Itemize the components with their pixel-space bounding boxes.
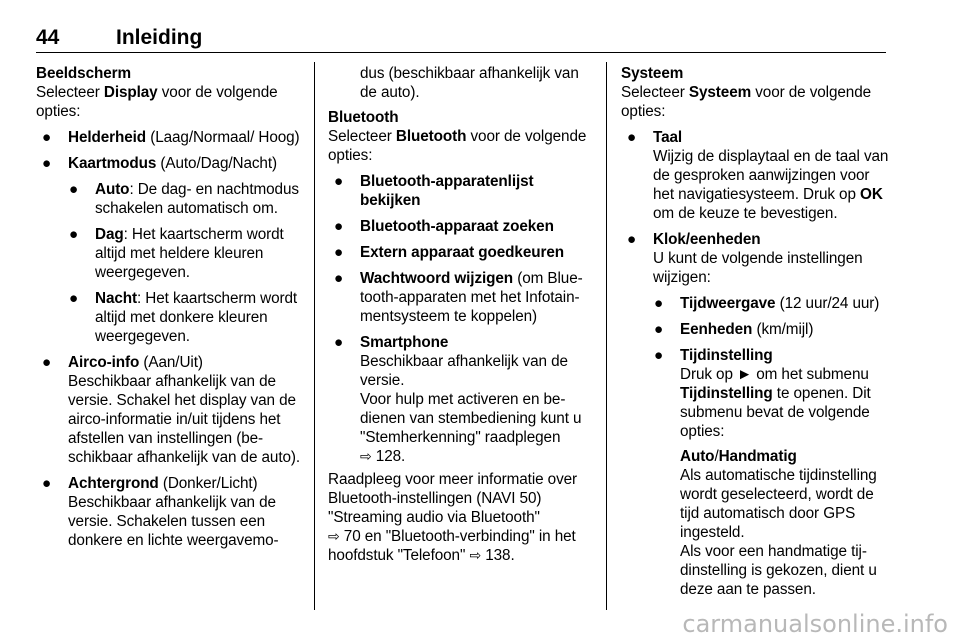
intro-display: Selecteer Display voor de volgende opties:: [36, 84, 278, 120]
list-item: ● Helderheid (Laag/Normaal/ Hoog): [42, 129, 300, 146]
bullet-icon: ●: [654, 321, 664, 338]
column-1: [36, 64, 306, 550]
item-description: Als voor een handmatige tijdinstelling is gekozen, dient u deze aan te passen.: [680, 543, 877, 598]
intro-bluetooth: Selecteer Bluetooth voor de volgende opties:: [328, 128, 587, 164]
list-item: ● Auto: De dag- en nachtmodus schakelen automatisch om.: [69, 181, 299, 217]
footer-paragraph: Raadpleeg voor meer informatie over Bluetooth-instellingen (NAVI 50) "Streaming audio via Bluetooth" ⇨ 70 en "Bluetooth-verbinding" in het hoofdstuk "Telefoon" ⇨ 138.: [328, 471, 578, 564]
item-description: Beschikbaar afhankelijk van de versie. Schakelen tussen een donkere en lichte weergavemo-: [68, 494, 279, 549]
bullet-icon: ●: [69, 181, 79, 198]
list-item: ● Klok/eenheden: [627, 231, 761, 248]
page-reference-icon: ⇨: [328, 528, 340, 544]
bullet-icon: ●: [69, 226, 79, 243]
list-item: ● Bluetooth-apparaat zoeken: [334, 218, 554, 235]
item-description: Voor hulp met activeren en bedienen van stembediening kunt u "Stemherkenning" raadplegen ⇨ 128.: [360, 391, 582, 465]
list-item: ● Extern apparaat goedkeuren: [334, 244, 564, 261]
bullet-icon: ●: [334, 173, 344, 190]
list-item: ● Smartphone: [334, 334, 449, 351]
column-divider-2: [606, 62, 607, 610]
page-reference-icon: ⇨: [360, 448, 372, 464]
item-description: Beschikbaar afhankelijk van de versie.: [360, 353, 568, 389]
bullet-icon: ●: [654, 295, 664, 312]
bullet-icon: ●: [42, 129, 52, 146]
page-reference-icon: ⇨: [469, 547, 482, 563]
section-heading-display: Beeldscherm: [36, 65, 131, 82]
item-description: U kunt de volgende instellingen wijzigen:: [653, 250, 863, 286]
item-description: Beschikbaar afhankelijk van de versie. Schakel het display van de airco-informatie in/uit tijdens het afstellen van instellingen (beschikbaar afhankelijk van de auto).: [68, 373, 301, 466]
bullet-icon: ●: [69, 290, 79, 307]
list-item: ● Tijdweergave (12 uur/24 uur): [654, 295, 880, 312]
list-item: ● Achtergrond (Donker/Licht): [42, 475, 258, 492]
column-2: [328, 64, 598, 565]
list-item: ● Bluetooth-apparatenlijst bekijken: [334, 173, 534, 209]
page-number: 44: [36, 26, 60, 49]
section-heading-bluetooth: Bluetooth: [328, 109, 399, 126]
bullet-icon: ●: [334, 270, 344, 287]
page-title: Inleiding: [116, 26, 203, 49]
list-item: ● Eenheden (km/mijl): [654, 321, 814, 338]
column-divider-1: [314, 62, 315, 610]
bullet-icon: ●: [42, 155, 52, 172]
section-heading-systeem: Systeem: [621, 65, 684, 82]
column-3: [621, 64, 891, 599]
bullet-icon: ●: [42, 475, 52, 492]
continued-text: dus (beschikbaar afhankelijk van de auto).: [360, 65, 579, 101]
bullet-icon: ●: [654, 347, 664, 364]
bullet-icon: ●: [627, 129, 637, 146]
option-heading: Auto/Handmatig: [680, 448, 797, 465]
list-item: ● Wachtwoord wijzigen (om Bluetooth-apparaten met het Infotainmentsysteem te koppelen): [334, 270, 583, 325]
list-item: ● Dag: Het kaartscherm wordt altijd met heldere kleuren weergegeven.: [69, 226, 284, 281]
list-item: ● Taal: [627, 129, 683, 146]
bullet-icon: ●: [42, 354, 52, 371]
item-description: Wijzig de displaytaal en de taal van de gesproken aanwijzingen voor het navigatiesysteem. Druk op OK om de keuze te bevestigen.: [653, 148, 889, 222]
bullet-icon: ●: [334, 218, 344, 235]
play-arrow-icon: ►: [737, 366, 753, 383]
item-description: Druk op ► om het submenu Tijdinstelling te openen. Dit submenu bevat de volgende opties:: [680, 366, 871, 440]
item-description: Als automatische tijdinstelling wordt geselecteerd, wordt de tijd automatisch door GPS ingesteld.: [680, 467, 877, 541]
bullet-icon: ●: [627, 231, 637, 248]
bullet-icon: ●: [334, 334, 344, 351]
list-item: ● Tijdinstelling: [654, 347, 773, 364]
list-item: ● Kaartmodus (Auto/Dag/Nacht): [42, 155, 277, 172]
watermark: carmanualsonline.info: [682, 610, 948, 638]
bullet-icon: ●: [334, 244, 344, 261]
list-item: ● Nacht: Het kaartscherm wordt altijd met donkere kleuren weergegeven.: [69, 290, 298, 345]
intro-systeem: Selecteer Systeem voor de volgende opties:: [621, 84, 872, 120]
list-item: ● Airco-info (Aan/Uit): [42, 354, 203, 371]
page-header: [36, 26, 886, 53]
